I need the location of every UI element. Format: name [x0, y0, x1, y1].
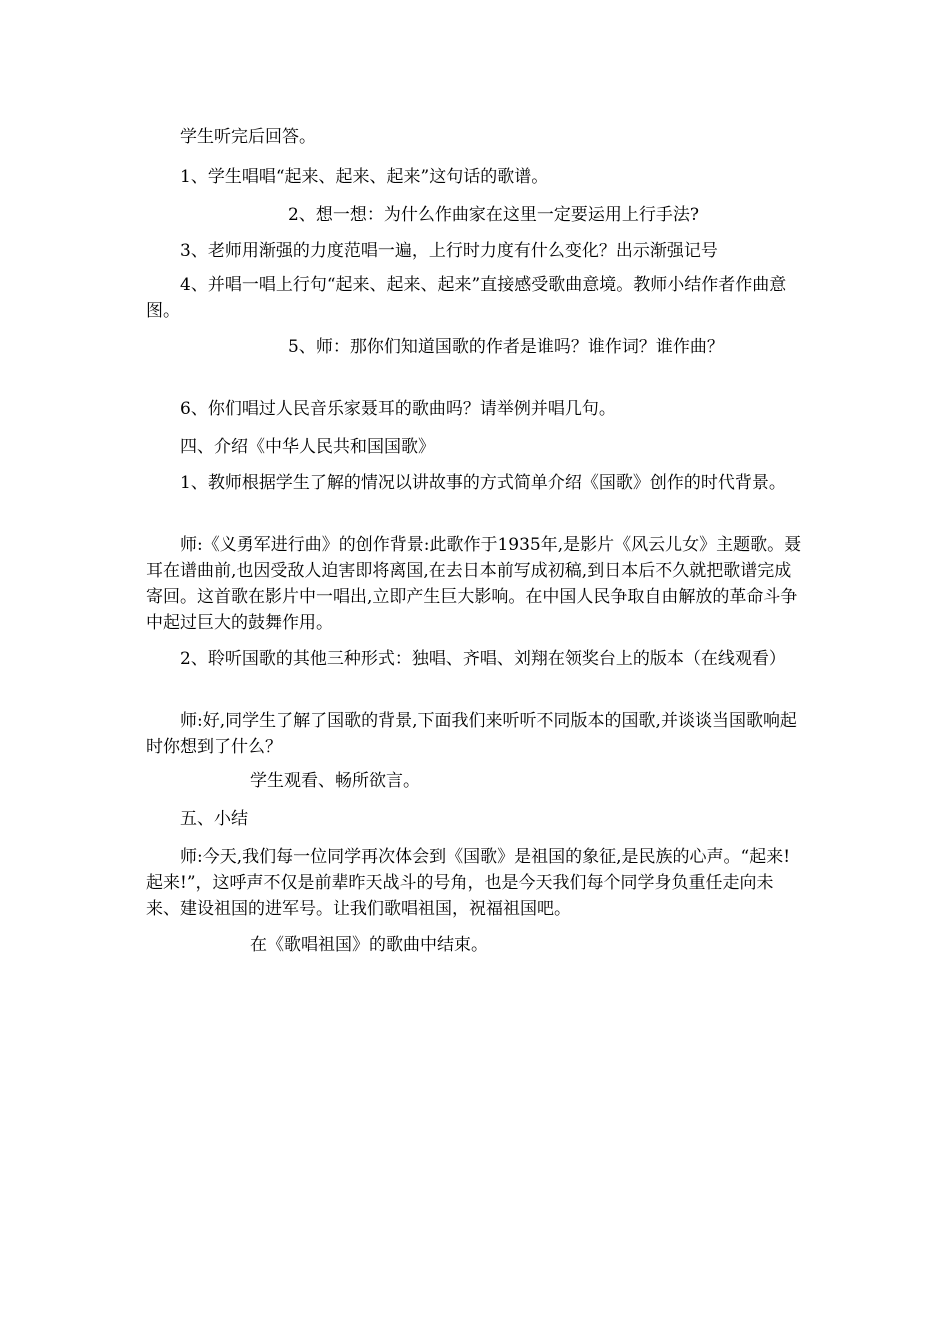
paragraph-step-6: 6、你们唱过人民音乐家聂耳的歌曲吗？请举例并唱几句。 — [180, 399, 616, 419]
paragraph-ending: 在《歌唱祖国》的歌曲中结束。 — [250, 935, 488, 955]
section-heading-5: 五、小结 — [180, 809, 248, 829]
paragraph-intro-anthem: 1、教师根据学生了解的情况以讲故事的方式简单介绍《国歌》创作的时代背景。 — [180, 473, 786, 493]
paragraph-students-answer: 学生听完后回答。 — [180, 127, 316, 147]
paragraph-background: 师:《义勇军进行曲》的创作背景:此歌作于1935年,是影片《风云儿女》主题歌。聂耳在谱曲前,也因受敌人迫害即将离国,在去日本前写成初稿,到日本后不久就把歌谱完成寄回。这首歌在影片中一唱出,立即产生巨大影响。在中国人民争取自由解放的革命斗争中起过巨大的鼓舞作用。 — [146, 535, 802, 633]
paragraph-summary: 师:今天,我们每一位同学再次体会到《国歌》是祖国的象征,是民族的心声。“起来!起来!”，这呼声不仅是前辈昨天战斗的号角，也是今天我们每个同学身负重任走向未来、建设祖国的进军号。让我们歌唱祖国，祝福祖国吧。 — [146, 847, 791, 919]
paragraph-step-2: 2、想一想：为什么作曲家在这里一定要运用上行手法? — [288, 205, 699, 225]
paragraph-step-3: 3、老师用渐强的力度范唱一遍，上行时力度有什么变化？出示渐强记号 — [180, 241, 718, 261]
paragraph-step-1: 1、学生唱唱“起来、起来、起来”这句话的歌谱。 — [180, 167, 549, 187]
section-heading-4: 四、介绍《中华人民共和国国歌》 — [180, 437, 435, 457]
paragraph-step-5: 5、师：那你们知道国歌的作者是谁吗？谁作词？谁作曲？ — [288, 337, 724, 357]
paragraph-step-4: 4、并唱一唱上行句“起来、起来、起来”直接感受歌曲意境。教师小结作者作曲意图。 — [146, 275, 787, 321]
paragraph-listen-versions: 2、聆听国歌的其他三种形式：独唱、齐唱、刘翔在领奖台上的版本（在线观看） — [180, 649, 786, 669]
paragraph-students-watch: 学生观看、畅所欲言。 — [250, 771, 420, 791]
paragraph-teacher-question: 师:好,同学生了解了国歌的背景,下面我们来听听不同版本的国歌,并谈谈当国歌响起时你想到了什么？ — [146, 711, 797, 757]
